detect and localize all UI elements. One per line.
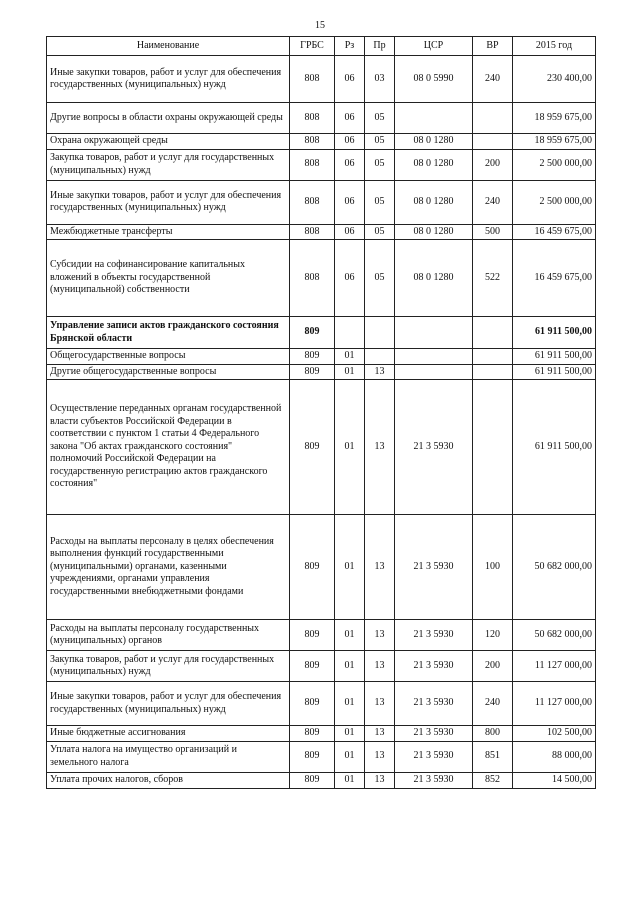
row-rz: 01 — [335, 741, 365, 772]
table-row — [47, 651, 596, 682]
row-name: Иные закупки товаров, работ и услуг для обеспечения государственных (муниципальных) нужд — [47, 56, 290, 103]
row-rz: 06 — [335, 240, 365, 317]
row-name: Уплата налога на имущество организаций и земельного налога — [47, 741, 290, 772]
row-pr: 13 — [365, 772, 395, 788]
row-grbs: 808 — [290, 103, 335, 134]
table-row — [47, 180, 596, 224]
row-name: Иные закупки товаров, работ и услуг для обеспечения государственных (муниципальных) нужд — [47, 180, 290, 224]
row-csr: 21 3 5930 — [395, 620, 473, 651]
row-name: Иные закупки товаров, работ и услуг для обеспечения государственных (муниципальных) нужд — [47, 682, 290, 726]
budget-table — [46, 36, 596, 789]
row-amount: 11 127 000,00 — [513, 682, 596, 726]
row-rz: 01 — [335, 620, 365, 651]
row-name: Осуществление переданных органам государственной власти субъектов Российской Федерации в соответствии с пунктом 1 статьи 4 Федерального закона "Об актах гражданского состояния" полномочий Российской Федерации на государственную регистрацию актов гражданского состояния" — [47, 380, 290, 515]
row-amount: 61 911 500,00 — [513, 364, 596, 380]
row-csr — [395, 317, 473, 349]
row-grbs: 808 — [290, 149, 335, 180]
row-vr: 100 — [473, 515, 513, 620]
row-amount: 11 127 000,00 — [513, 651, 596, 682]
header-csr: ЦСР — [395, 37, 473, 56]
row-csr: 21 3 5930 — [395, 651, 473, 682]
row-vr: 240 — [473, 682, 513, 726]
row-name: Охрана окружающей среды — [47, 134, 290, 150]
row-vr — [473, 364, 513, 380]
table-row — [47, 149, 596, 180]
table-row — [47, 682, 596, 726]
row-grbs: 808 — [290, 240, 335, 317]
row-amount: 88 000,00 — [513, 741, 596, 772]
row-grbs: 808 — [290, 134, 335, 150]
row-pr: 05 — [365, 180, 395, 224]
row-csr: 21 3 5930 — [395, 772, 473, 788]
row-grbs: 809 — [290, 651, 335, 682]
row-pr: 13 — [365, 651, 395, 682]
row-grbs: 809 — [290, 515, 335, 620]
row-pr: 13 — [365, 364, 395, 380]
row-vr: 200 — [473, 651, 513, 682]
row-grbs: 808 — [290, 180, 335, 224]
row-name: Другие общегосударственные вопросы — [47, 364, 290, 380]
table-row — [47, 240, 596, 317]
row-vr — [473, 103, 513, 134]
table-row — [47, 349, 596, 365]
row-pr: 03 — [365, 56, 395, 103]
header-amount: 2015 год — [513, 37, 596, 56]
header-vr: ВР — [473, 37, 513, 56]
row-amount: 16 459 675,00 — [513, 240, 596, 317]
row-rz: 01 — [335, 364, 365, 380]
header-rz: Рз — [335, 37, 365, 56]
row-rz: 01 — [335, 651, 365, 682]
row-rz: 01 — [335, 682, 365, 726]
row-name: Закупка товаров, работ и услуг для государственных (муниципальных) нужд — [47, 149, 290, 180]
table-row — [47, 772, 596, 788]
row-csr: 08 0 1280 — [395, 224, 473, 240]
row-rz: 06 — [335, 180, 365, 224]
row-vr — [473, 380, 513, 515]
row-csr — [395, 103, 473, 134]
row-name: Другие вопросы в области охраны окружающей среды — [47, 103, 290, 134]
row-vr: 800 — [473, 726, 513, 742]
row-csr: 08 0 5990 — [395, 56, 473, 103]
row-pr: 13 — [365, 380, 395, 515]
row-amount: 102 500,00 — [513, 726, 596, 742]
table-row — [47, 224, 596, 240]
row-vr: 240 — [473, 56, 513, 103]
row-amount: 18 959 675,00 — [513, 134, 596, 150]
header-grbs: ГРБС — [290, 37, 335, 56]
row-name: Иные бюджетные ассигнования — [47, 726, 290, 742]
row-rz: 01 — [335, 349, 365, 365]
row-amount: 2 500 000,00 — [513, 149, 596, 180]
row-pr — [365, 317, 395, 349]
row-name: Межбюджетные трансферты — [47, 224, 290, 240]
table-row — [47, 380, 596, 515]
row-csr: 08 0 1280 — [395, 240, 473, 317]
row-vr: 120 — [473, 620, 513, 651]
row-pr: 05 — [365, 224, 395, 240]
row-rz: 06 — [335, 224, 365, 240]
row-amount: 61 911 500,00 — [513, 317, 596, 349]
row-csr: 08 0 1280 — [395, 180, 473, 224]
row-grbs: 809 — [290, 682, 335, 726]
row-grbs: 808 — [290, 224, 335, 240]
row-amount: 61 911 500,00 — [513, 380, 596, 515]
row-amount: 50 682 000,00 — [513, 515, 596, 620]
table-row — [47, 741, 596, 772]
row-pr — [365, 349, 395, 365]
row-pr: 05 — [365, 134, 395, 150]
row-name: Управление записи актов гражданского состояния Брянской области — [47, 317, 290, 349]
page-number: 15 — [315, 20, 325, 31]
row-amount: 61 911 500,00 — [513, 349, 596, 365]
row-pr: 13 — [365, 515, 395, 620]
row-amount: 50 682 000,00 — [513, 620, 596, 651]
table-row — [47, 726, 596, 742]
row-csr — [395, 364, 473, 380]
row-name: Закупка товаров, работ и услуг для государственных (муниципальных) нужд — [47, 651, 290, 682]
row-csr: 21 3 5930 — [395, 682, 473, 726]
row-csr: 08 0 1280 — [395, 149, 473, 180]
table-row — [47, 515, 596, 620]
row-csr — [395, 349, 473, 365]
row-pr: 13 — [365, 726, 395, 742]
row-pr: 13 — [365, 741, 395, 772]
row-rz: 01 — [335, 726, 365, 742]
row-csr: 21 3 5930 — [395, 380, 473, 515]
table-row — [47, 56, 596, 103]
row-rz: 01 — [335, 515, 365, 620]
row-pr: 13 — [365, 682, 395, 726]
table-row — [47, 103, 596, 134]
row-rz: 06 — [335, 149, 365, 180]
row-vr: 852 — [473, 772, 513, 788]
row-rz: 06 — [335, 56, 365, 103]
row-rz: 01 — [335, 380, 365, 515]
row-pr: 05 — [365, 103, 395, 134]
row-pr: 13 — [365, 620, 395, 651]
row-pr: 05 — [365, 240, 395, 317]
row-vr: 500 — [473, 224, 513, 240]
row-rz: 06 — [335, 134, 365, 150]
row-vr: 240 — [473, 180, 513, 224]
row-name: Общегосударственные вопросы — [47, 349, 290, 365]
row-amount: 14 500,00 — [513, 772, 596, 788]
row-amount: 230 400,00 — [513, 56, 596, 103]
row-amount: 2 500 000,00 — [513, 180, 596, 224]
row-grbs: 809 — [290, 317, 335, 349]
header-name: Наименование — [47, 37, 290, 56]
row-rz — [335, 317, 365, 349]
row-name: Субсидии на софинансирование капитальных вложений в объекты государственной (муниципальной) собственности — [47, 240, 290, 317]
row-grbs: 809 — [290, 741, 335, 772]
table-row — [47, 620, 596, 651]
row-name: Расходы на выплаты персоналу в целях обеспечения выполнения функций государственными (муниципальными) органами, казенными учреждениями, органами управления государственными внебюджетными фондами — [47, 515, 290, 620]
row-grbs: 809 — [290, 380, 335, 515]
table-row — [47, 364, 596, 380]
row-grbs: 809 — [290, 364, 335, 380]
row-name: Расходы на выплаты персоналу государственных (муниципальных) органов — [47, 620, 290, 651]
row-grbs: 809 — [290, 726, 335, 742]
row-vr — [473, 317, 513, 349]
row-grbs: 809 — [290, 620, 335, 651]
row-csr: 08 0 1280 — [395, 134, 473, 150]
row-amount: 16 459 675,00 — [513, 224, 596, 240]
row-csr: 21 3 5930 — [395, 741, 473, 772]
row-name: Уплата прочих налогов, сборов — [47, 772, 290, 788]
row-pr: 05 — [365, 149, 395, 180]
row-csr: 21 3 5930 — [395, 515, 473, 620]
table-row — [47, 317, 596, 349]
row-grbs: 809 — [290, 349, 335, 365]
row-amount: 18 959 675,00 — [513, 103, 596, 134]
row-rz: 01 — [335, 772, 365, 788]
row-grbs: 808 — [290, 56, 335, 103]
row-vr: 851 — [473, 741, 513, 772]
row-rz: 06 — [335, 103, 365, 134]
table-row — [47, 134, 596, 150]
table-header-row — [47, 37, 596, 56]
row-vr — [473, 349, 513, 365]
row-vr: 522 — [473, 240, 513, 317]
header-pr: Пр — [365, 37, 395, 56]
row-vr — [473, 134, 513, 150]
row-vr: 200 — [473, 149, 513, 180]
row-grbs: 809 — [290, 772, 335, 788]
row-csr: 21 3 5930 — [395, 726, 473, 742]
